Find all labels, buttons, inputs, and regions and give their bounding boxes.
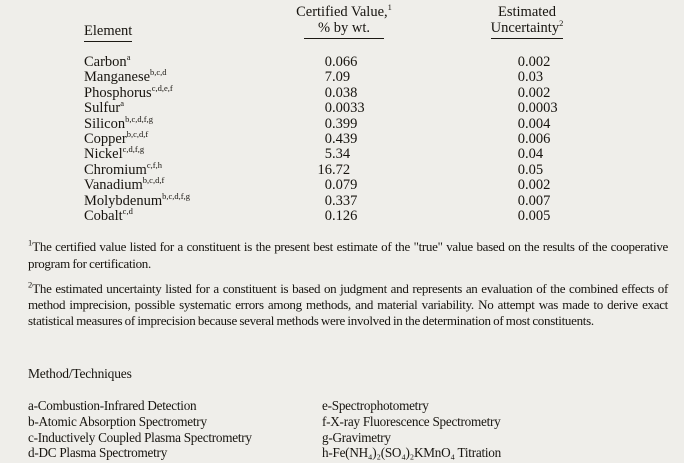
estimated-uncertainty: 0.002 (517, 54, 551, 70)
method-item-d: d-DC Plasma Spectrometry (28, 445, 168, 461)
methods-row (0, 430, 684, 446)
methods-list (0, 398, 684, 461)
footnote-2-number: 2 (28, 279, 33, 290)
certified-value: 0.066 (324, 54, 358, 70)
method-superscript: b,c,d,f (126, 129, 149, 140)
estimated-uncertainty: 0.006 (517, 130, 551, 147)
table-row (0, 98, 684, 117)
table-row (0, 144, 684, 163)
certified-value: 0.079 (324, 177, 358, 194)
method-superscript: c,d (122, 206, 133, 217)
estimated-uncertainty: 0.04 (517, 146, 544, 163)
method-item-e: e-Spectrophotometry (322, 398, 429, 413)
certified-value: 0.126 (324, 207, 358, 224)
certified-values-table (0, 52, 684, 224)
element-name: Carbon$^a$ (84, 52, 131, 70)
estimated-uncertainty: 0.007 (517, 192, 551, 209)
table-row (0, 113, 684, 132)
footnote-1-marker: 1 (387, 2, 392, 13)
element-name: Vanadium$^{b,c,d,f}$ (84, 175, 165, 194)
method-superscript: b,c,d (150, 67, 167, 78)
estimated-column-header (465, 5, 589, 20)
certified-value: 0.399 (324, 115, 358, 132)
estimated-uncertainty: 0.03 (517, 69, 544, 86)
method-superscript: b,c,d,f,g (125, 113, 153, 124)
table-row (0, 159, 684, 178)
methods-row (0, 398, 684, 414)
percent-by-wt-text: % by wt. (304, 21, 384, 39)
footnote-2-marker: 2 (559, 18, 564, 29)
uncertainty-column-header (465, 18, 589, 39)
method-superscript: a (120, 98, 125, 109)
method-item-f: f-X-ray Fluorescence Spectrometry (322, 413, 501, 429)
certified-value: 0.439 (324, 130, 358, 147)
certified-value: 0.0033 (324, 100, 365, 117)
footnote-1-number: 1 (28, 237, 33, 248)
table-row (0, 67, 684, 86)
footnote-1-text: The certified value listed for a constituent is the present best estimate of the "true" value based on the results of the cooperative program for certification. (28, 239, 668, 271)
certified-value: 7.09 (324, 69, 351, 86)
estimated-uncertainty: 0.0003 (517, 100, 558, 117)
method-item-h: h-Fe(NH₄)₂(SO₄)₂KMnO₄ Titration (322, 445, 501, 461)
element-name: Manganese$^{b,c,d}$ (84, 67, 167, 86)
certified-value: 0.038 (324, 84, 358, 101)
estimated-uncertainty: 0.004 (517, 115, 551, 132)
element-column-header (84, 24, 132, 42)
footnote-1 (28, 238, 668, 272)
method-item-b: b-Atomic Absorption Spectrometry (28, 413, 207, 429)
element-header-text: Element (84, 24, 132, 42)
estimated-uncertainty: 0.005 (517, 207, 551, 224)
method-item-g: g-Gravimetry (322, 429, 391, 445)
percent-by-wt-header (282, 21, 406, 39)
footnote-2 (28, 281, 668, 328)
method-superscript: a (126, 52, 131, 63)
footnote-2-text: The estimated uncertainty listed for a constituent is based on judgment and represents an evaluation of the combined effects of method imprecision, possible systematic errors among methods, and material variability. No attempt was made to derive exact statistical measures of imprecision because several methods were involved in the determination of most constituents. (28, 281, 668, 328)
element-name: Cobalt$^{c,d}$ (84, 206, 133, 224)
table-row (0, 175, 684, 194)
methods-row (0, 414, 684, 430)
uncertainty-header-text: Uncertainty$^2$ (491, 21, 564, 39)
table-row (0, 82, 684, 101)
certified-value: 0.337 (324, 192, 358, 209)
method-superscript: c,d,e,f (151, 82, 173, 93)
element-name: Silicon$^{b,c,d,f,g}$ (84, 113, 153, 132)
certified-value: 16.72 (317, 161, 351, 178)
estimated-header-text: Estimated (498, 4, 556, 20)
methods-section-title: Method/Techniques (28, 366, 132, 381)
certified-value-header-text: Certified Value, (296, 4, 388, 20)
method-superscript: c,f,h (146, 159, 162, 170)
element-name: Molybdenum$^{b,c,d,f,g}$ (84, 190, 190, 209)
element-name: Chromium$^{c,f,h}$ (84, 159, 162, 178)
element-name: Phosphorus$^{c,d,e,f}$ (84, 82, 173, 101)
estimated-uncertainty: 0.002 (517, 177, 551, 194)
certified-value: 5.34 (324, 146, 351, 163)
element-name: Sulfur$^a$ (84, 98, 125, 117)
element-name: Copper$^{b,c,d,f}$ (84, 129, 149, 147)
element-name: Nickel$^{c,d,f,g}$ (84, 144, 145, 163)
table-row (0, 190, 684, 209)
method-superscript: b,c,d,f,g (162, 190, 190, 201)
method-superscript: b,c,d,f (142, 175, 165, 186)
estimated-uncertainty: 0.002 (517, 84, 551, 101)
methods-row (0, 445, 684, 461)
certified-value-column-header (282, 2, 406, 20)
method-item-a: a-Combustion-Infrared Detection (28, 398, 197, 413)
estimated-uncertainty: 0.05 (517, 161, 544, 178)
method-superscript: c,d,f,g (122, 144, 145, 155)
table-row (0, 206, 684, 224)
method-item-c: c-Inductively Coupled Plasma Spectrometry (28, 429, 252, 445)
